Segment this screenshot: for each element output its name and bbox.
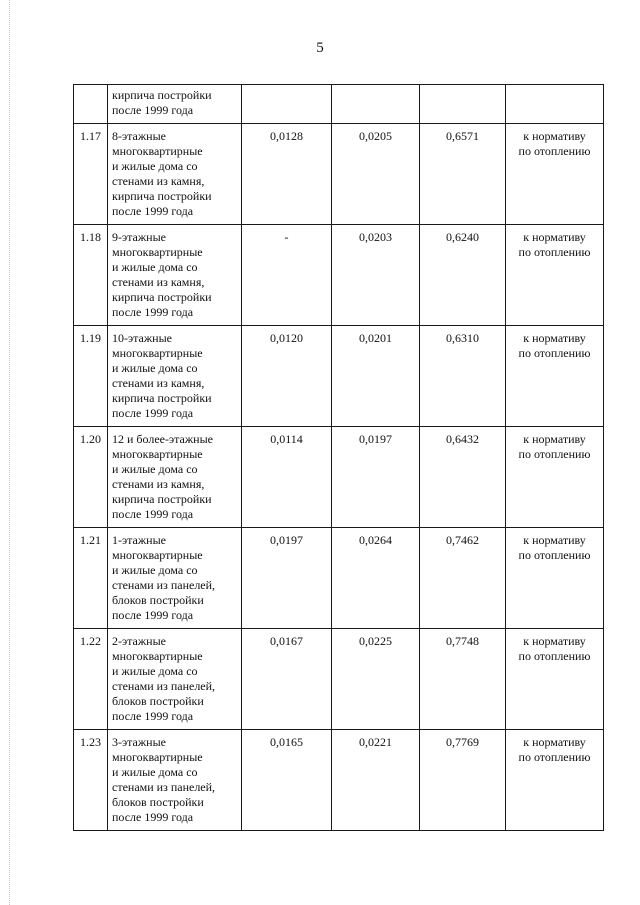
scan-gutter-line (9, 0, 10, 905)
cell-value-1: - (242, 225, 332, 326)
cell-number: 1.19 (74, 326, 108, 427)
cell-value-2: 0,0205 (332, 124, 420, 225)
cell-value-2: 0,0225 (332, 629, 420, 730)
norms-table (73, 84, 604, 831)
cell-description: 3-этажные многоквартирные и жилые дома со стенами из панелей, блоков постройки после 1999 года (108, 730, 242, 831)
cell-value-3: 0,6310 (420, 326, 506, 427)
cell-value-2: 0,0201 (332, 326, 420, 427)
table-row (74, 124, 604, 225)
cell-description: 9-этажные многоквартирные и жилые дома со стенами из камня, кирпича постройки после 1999 года (108, 225, 242, 326)
table-row (74, 629, 604, 730)
table-row (74, 326, 604, 427)
cell-note: к нормативу по отоплению (506, 528, 604, 629)
cell-value-3: 0,7769 (420, 730, 506, 831)
cell-note: к нормативу по отоплению (506, 427, 604, 528)
cell-description: 8-этажные многоквартирные и жилые дома со стенами из камня, кирпича постройки после 1999 года (108, 124, 242, 225)
cell-value-3: 0,6432 (420, 427, 506, 528)
cell-value-3 (420, 85, 506, 124)
cell-note: к нормативу по отоплению (506, 124, 604, 225)
cell-value-3: 0,6571 (420, 124, 506, 225)
page-number: 5 (316, 40, 324, 56)
cell-value-3: 0,6240 (420, 225, 506, 326)
cell-number: 1.23 (74, 730, 108, 831)
cell-value-2: 0,0221 (332, 730, 420, 831)
cell-number: 1.20 (74, 427, 108, 528)
cell-description: 1-этажные многоквартирные и жилые дома со стенами из панелей, блоков постройки после 1999 года (108, 528, 242, 629)
cell-value-1 (242, 85, 332, 124)
cell-description: кирпича постройки после 1999 года (108, 85, 242, 124)
cell-number (74, 85, 108, 124)
cell-note: к нормативу по отоплению (506, 326, 604, 427)
table-row (74, 427, 604, 528)
cell-value-2 (332, 85, 420, 124)
table-row (74, 225, 604, 326)
cell-number: 1.17 (74, 124, 108, 225)
cell-number: 1.22 (74, 629, 108, 730)
table-row-continued (74, 85, 604, 124)
cell-value-2: 0,0264 (332, 528, 420, 629)
cell-value-1: 0,0165 (242, 730, 332, 831)
cell-value-1: 0,0120 (242, 326, 332, 427)
cell-number: 1.21 (74, 528, 108, 629)
cell-description: 2-этажные многоквартирные и жилые дома со стенами из панелей, блоков постройки после 1999 года (108, 629, 242, 730)
table-row (74, 730, 604, 831)
cell-value-3: 0,7462 (420, 528, 506, 629)
cell-description: 10-этажные многоквартирные и жилые дома со стенами из камня, кирпича постройки после 1999 года (108, 326, 242, 427)
cell-value-1: 0,0114 (242, 427, 332, 528)
cell-note (506, 85, 604, 124)
cell-value-3: 0,7748 (420, 629, 506, 730)
cell-value-2: 0,0197 (332, 427, 420, 528)
cell-value-1: 0,0197 (242, 528, 332, 629)
norms-table-body (74, 85, 604, 831)
cell-value-1: 0,0128 (242, 124, 332, 225)
cell-note: к нормативу по отоплению (506, 730, 604, 831)
cell-value-2: 0,0203 (332, 225, 420, 326)
cell-description: 12 и более-этажные многоквартирные и жилые дома со стенами из камня, кирпича постройки после 1999 года (108, 427, 242, 528)
cell-number: 1.18 (74, 225, 108, 326)
cell-note: к нормативу по отоплению (506, 225, 604, 326)
cell-value-1: 0,0167 (242, 629, 332, 730)
cell-note: к нормативу по отоплению (506, 629, 604, 730)
table-row (74, 528, 604, 629)
